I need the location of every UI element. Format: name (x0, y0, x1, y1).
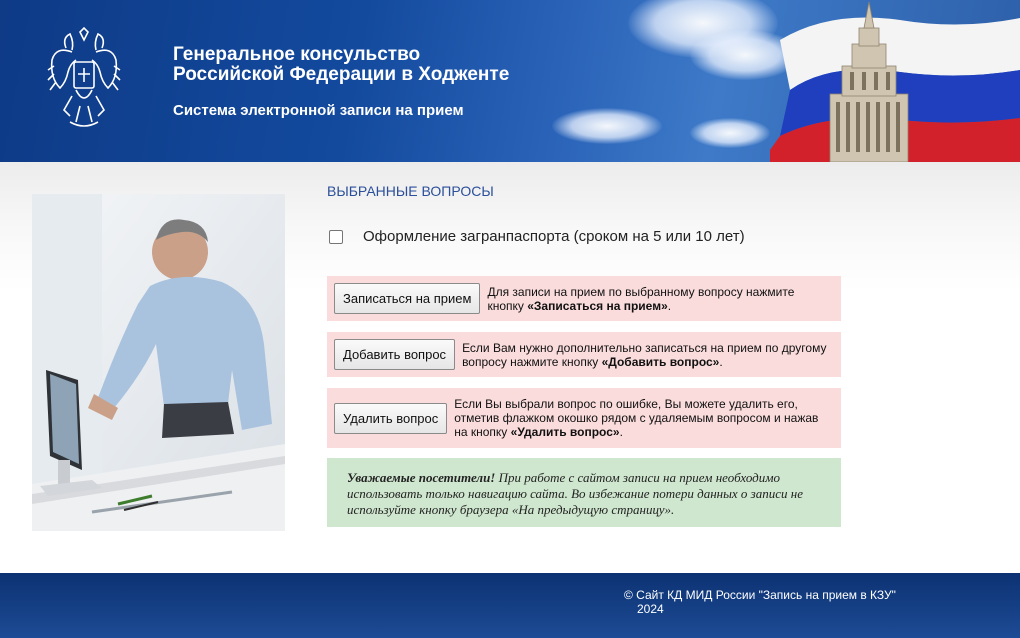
hint-bold: «Удалить вопрос» (510, 425, 620, 439)
delete-question-button[interactable]: Удалить вопрос (334, 403, 447, 434)
cloud-decoration (690, 118, 770, 148)
hint-text: Для записи на прием по выбранному вопросу нажмите кнопку (487, 284, 795, 313)
man-at-computer-illustration (32, 194, 285, 531)
selected-questions-heading: ВЫБРАННЫЕ ВОПРОСЫ (327, 183, 494, 199)
footer-copyright: © Сайт КД МИД России "Запись на прием в КЗУ" (624, 588, 896, 602)
hint-bold: «Добавить вопрос» (601, 354, 720, 369)
consulate-title (173, 45, 509, 85)
delete-question-hint (454, 397, 833, 439)
question-label: Оформление загранпаспорта (сроком на 5 или 10 лет) (363, 228, 745, 245)
hint-text: Если Вы выбрали вопрос по ошибке, Вы можете удалить его, отметив флажком окошко рядом с удаляемым вопросом и нажав на кнопку (454, 397, 819, 439)
question-item (329, 228, 745, 245)
hint-bold: «Записаться на прием» (527, 298, 668, 313)
cloud-decoration (552, 108, 662, 144)
delete-question-panel (327, 388, 841, 448)
question-checkbox[interactable] (329, 230, 343, 244)
add-question-panel (327, 332, 841, 377)
double-headed-eagle-emblem-icon (46, 26, 122, 130)
hint-text: Если Вам нужно дополнительно записаться на прием по другому вопросу нажмите кнопку (462, 340, 827, 369)
title-line-2: Российской Федерации в Ходженте (173, 64, 510, 85)
russian-flag-icon (770, 0, 1020, 162)
site-footer (0, 573, 1020, 638)
notice-heading: Уважаемые посетители! (347, 470, 496, 485)
notice-text: При работе с сайтом записи на прием необходимо использовать только навигацию сайта. Во избежание потери данных о записи не используйте кнопку браузера «На предыдущую страницу». (347, 470, 803, 517)
system-subtitle: Система электронной записи на прием (173, 102, 464, 119)
main-content (0, 162, 1020, 573)
footer-year: 2024 (637, 602, 664, 616)
title-line-1: Генеральное консульство (173, 44, 421, 65)
book-appointment-panel (327, 276, 841, 321)
book-appointment-hint (487, 285, 833, 313)
man-at-computer-photo (32, 194, 285, 531)
visitor-notice (327, 458, 841, 527)
add-question-button[interactable]: Добавить вопрос (334, 339, 455, 370)
book-appointment-button[interactable]: Записаться на прием (334, 283, 480, 314)
hint-end: . (719, 354, 723, 369)
add-question-hint (462, 341, 833, 369)
site-header (0, 0, 1020, 162)
hint-end: . (667, 298, 672, 313)
hint-end: . (619, 425, 623, 439)
